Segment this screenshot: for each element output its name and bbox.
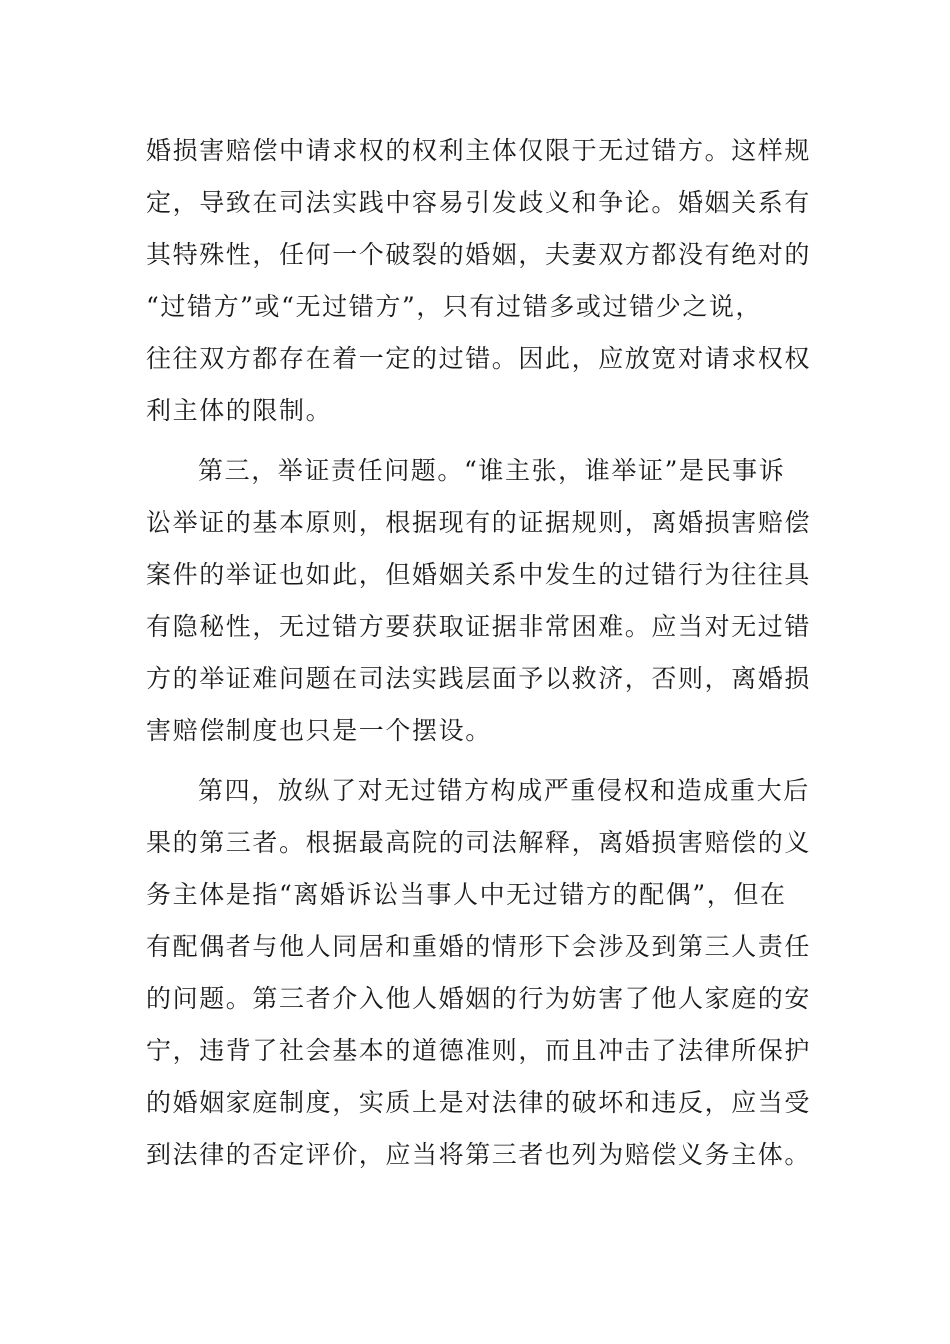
text-line: 的问题。第三者介入他人婚姻的行为妨害了他人家庭的安: [146, 984, 812, 1013]
text-line: 方的举证难问题在司法实践层面予以救济，否则，离婚损: [146, 664, 812, 693]
paragraph-spacer: [146, 437, 786, 445]
text-line: 害赔偿制度也只是一个摆设。: [146, 716, 492, 745]
text-line: 务主体是指“离婚诉讼当事人中无过错方的配偶”，但在: [146, 880, 787, 909]
text-line: 其特殊性，任何一个破裂的婚姻，夫妻双方都没有绝对的: [146, 240, 812, 269]
paragraph-spacer: [146, 757, 786, 765]
text-line: 利主体的限制。: [146, 396, 333, 425]
text-line: 第四，放纵了对无过错方构成严重侵权和造成重大后: [198, 776, 810, 805]
text-line: 到法律的否定评价，应当将第三者也列为赔偿义务主体。: [146, 1140, 812, 1169]
text-line: 果的第三者。根据最高院的司法解释，离婚损害赔偿的义: [146, 828, 812, 857]
paragraph-3: [146, 765, 812, 1181]
paragraph-2: [146, 445, 812, 757]
text-line: 第三，举证责任问题。“谁主张，谁举证”是民事诉: [198, 456, 786, 485]
text-line: 有配偶者与他人同居和重婚的情形下会涉及到第三人责任: [146, 932, 812, 961]
text-line: 讼举证的基本原则，根据现有的证据规则，离婚损害赔偿: [146, 508, 812, 537]
text-line: 的婚姻家庭制度，实质上是对法律的破坏和违反，应当受: [146, 1088, 812, 1117]
text-line: 宁，违背了社会基本的道德准则，而且冲击了法律所保护: [146, 1036, 812, 1065]
text-line: 定，导致在司法实践中容易引发歧义和争论。婚姻关系有: [146, 188, 812, 217]
text-line: 有隐秘性，无过错方要获取证据非常困难。应当对无过错: [146, 612, 812, 641]
paragraph-1: [146, 125, 812, 437]
text-line: “过错方”或“无过错方”，只有过错多或过错少之说，: [146, 292, 763, 321]
body-text: [146, 125, 812, 1181]
text-line: 案件的举证也如此，但婚姻关系中发生的过错行为往往具: [146, 560, 812, 589]
text-line: 往往双方都存在着一定的过错。因此，应放宽对请求权权: [146, 344, 812, 373]
text-line: 婚损害赔偿中请求权的权利主体仅限于无过错方。这样规: [146, 136, 812, 165]
